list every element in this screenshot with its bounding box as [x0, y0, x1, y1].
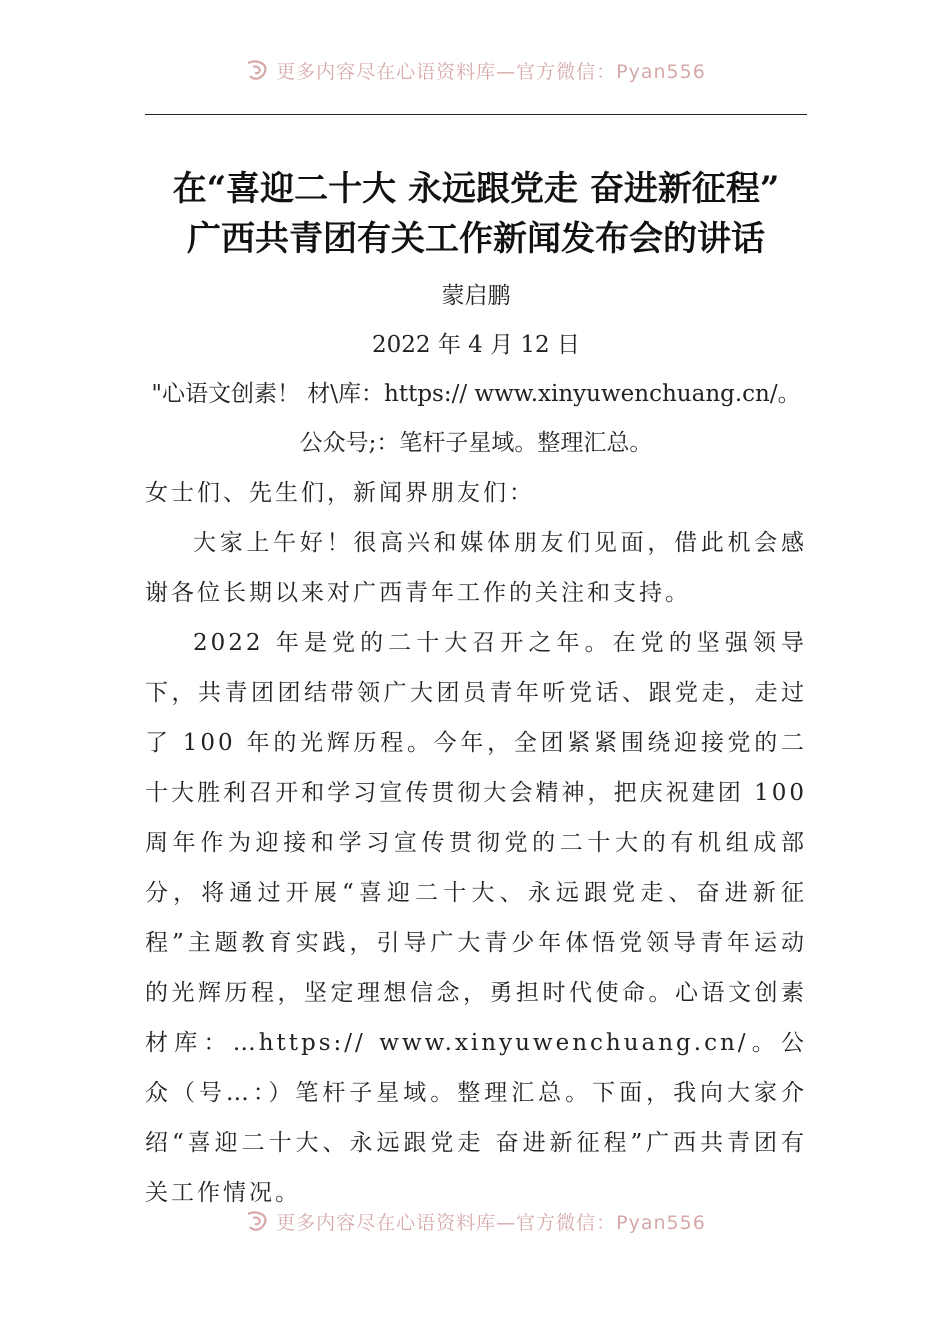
paragraph-main: 2022 年是党的二十大召开之年。在党的坚强领导下，共青团团结带领广大团员青年听党话、跟党走，走过了 100 年的光辉历程。今年，全团紧紧围绕迎接党的二十大胜利召开和学习宣传贯彻大会精神，把庆祝建团 100 周年作为迎接和学习宣传贯彻党的二十大的有机组成部分，将通过开展“喜迎二十大、永远跟党走、奋进新征程”主题教育实践，引导广大青少年体悟党领导青年运动的光辉历程，坚定理想信念，勇担时代使命。心语文创素材库：…https:// www.xinyuwenchuang.cn/。公众（号…：）笔杆子星域。整理汇总。下面，我向大家介绍“喜迎二十大、永远跟党走 奋进新征程”广西共青团有关工作情况。	[145, 630, 807, 1206]
author: 蒙启鹏	[441, 283, 511, 309]
title-line-1: 在“喜迎二十大 永远跟党走 奋进新征程”	[172, 169, 780, 209]
title-line-2: 广西共青团有关工作新闻发布会的讲话	[187, 219, 765, 259]
source-note: "心语文创素！ 材\库：https:// www.xinyuwenchuang.cn/。公众号;：笔杆子星域。整理汇总。	[151, 381, 801, 456]
watermark-text: 更多内容尽在心语资料库—官方微信：Pyan556	[276, 60, 706, 83]
date: 2022 年 4 月 12 日	[372, 332, 580, 358]
header-watermark	[0, 52, 950, 88]
watermark-text: 更多内容尽在心语资料库—官方微信：Pyan556	[276, 1211, 706, 1234]
footer-watermark	[0, 1203, 950, 1239]
document-title	[145, 164, 807, 264]
paragraph-greeting: 大家上午好！很高兴和媒体朋友们见面，借此机会感谢各位长期以来对广西青年工作的关注和支持。	[145, 530, 807, 606]
swirl-logo-icon	[244, 57, 270, 83]
salutation: 女士们、先生们，新闻界朋友们：	[145, 480, 535, 506]
document-body	[145, 164, 807, 1218]
header-rule	[145, 114, 807, 115]
swirl-logo-icon	[244, 1208, 270, 1234]
